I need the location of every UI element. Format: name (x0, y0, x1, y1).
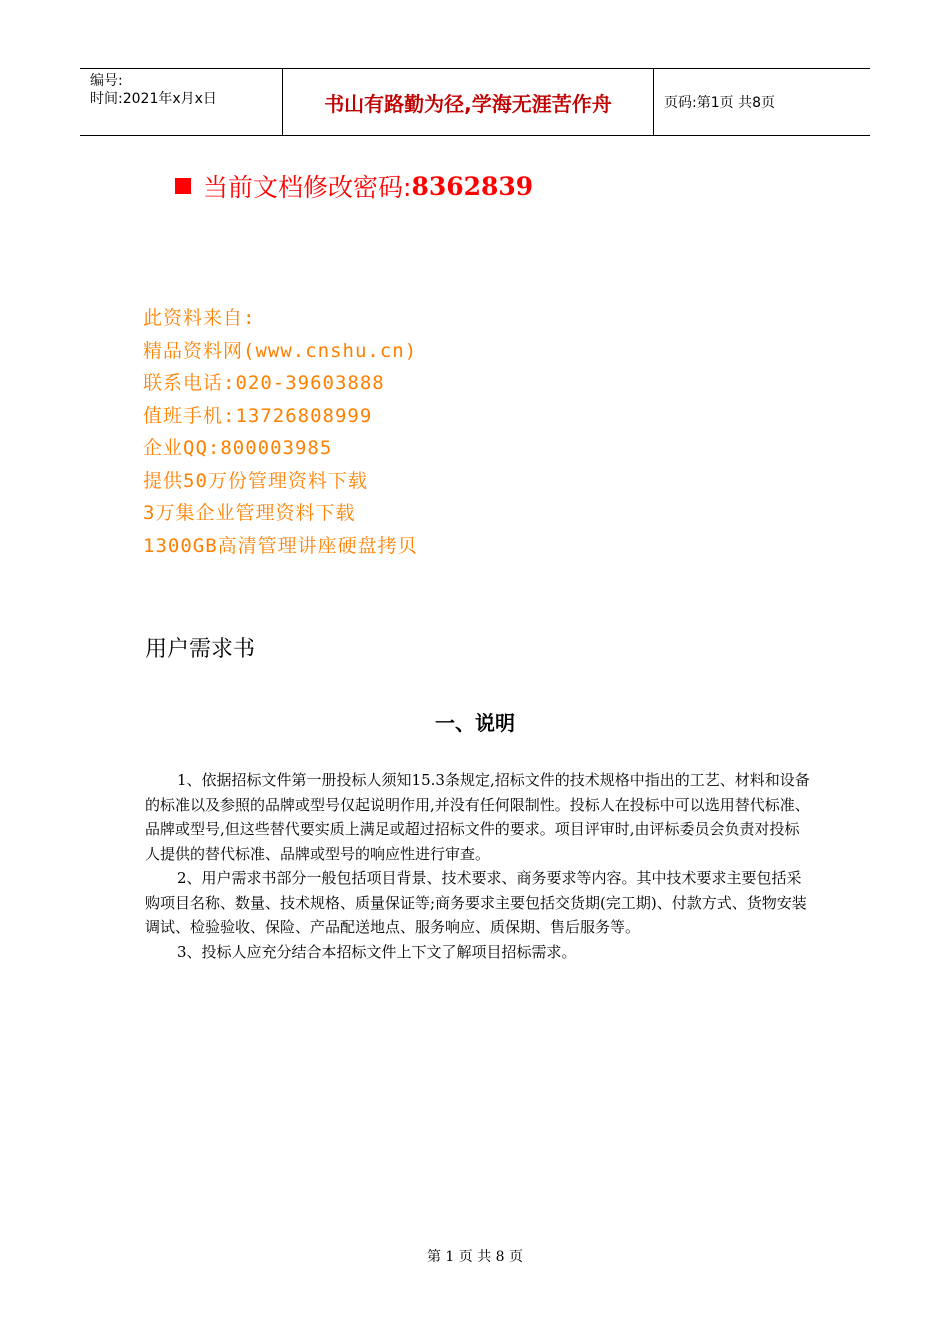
source-qq: 企业QQ:800003985 (143, 437, 333, 459)
header-left-cell (80, 69, 282, 135)
paragraph-1: 1、依据招标文件第一册投标人须知15.3条规定,招标文件的技术规格中指出的工艺、材料和设备的标准以及参照的品牌或型号仅起说明作用,并没有任何限制性。投标人在投标中可以选用替代标准、品牌或型号,但这些替代要实质上满足或超过招标文件的要求。项目评审时,由评标委员会负责对投标人提供的替代标准、品牌或型号的响应性进行审查。 (145, 771, 810, 863)
square-bullet-icon (175, 178, 191, 194)
source-phone: 联系电话:020-39603888 (143, 372, 385, 394)
document-title: 用户需求书 (145, 637, 256, 662)
source-line: 提供50万份管理资料下载 (143, 469, 368, 492)
time-label: 时间:2021年x月x日 (90, 91, 217, 107)
header-page-info: 页码:第1页 共8页 (664, 95, 775, 111)
section-title: 一、说明 (435, 711, 515, 735)
paragraph-3: 3、投标人应充分结合本招标文件上下文了解项目招标需求。 (177, 942, 577, 961)
password-label: 当前文档修改密码: (203, 173, 412, 202)
source-line: 3万集企业管理资料下载 (143, 502, 356, 524)
number-label: 编号: (90, 73, 123, 89)
source-website: 精品资料网(www.cnshu.cn) (143, 339, 418, 362)
password-line (175, 168, 533, 204)
source-line: 1300GB高清管理讲座硬盘拷贝 (143, 534, 418, 557)
page-footer: 第 1 页 共 8 页 (426, 1249, 524, 1265)
source-line: 此资料来自: (143, 307, 256, 329)
source-info-block (143, 302, 418, 562)
source-mobile: 值班手机:13726808999 (143, 404, 373, 427)
password-value: 8362839 (411, 171, 534, 201)
header-table (80, 68, 870, 136)
paragraph-2: 2、用户需求书部分一般包括项目背景、技术要求、商务要求等内容。其中技术要求主要包括采购项目名称、数量、技术规格、质量保证等;商务要求主要包括交货期(完工期)、付款方式、货物安装调试、检验验收、保险、产品配送地点、服务响应、质保期、售后服务等。 (145, 869, 807, 936)
header-motto: 书山有路勤为径,学海无涯苦作舟 (282, 69, 654, 135)
body-text (145, 768, 810, 964)
